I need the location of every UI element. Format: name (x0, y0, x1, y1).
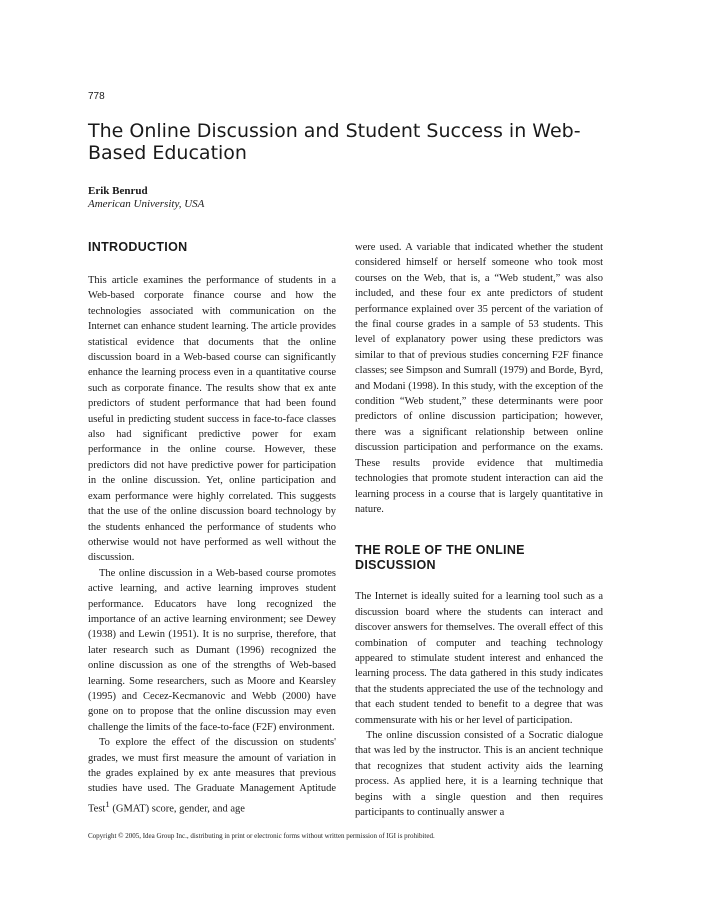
copyright-footer: Copyright © 2005, Idea Group Inc., distributing in print or electronic forms without written permission of IGI is prohibited. (88, 832, 435, 840)
footnote-marker: 1 (105, 798, 110, 809)
author-affiliation: American University, USA (88, 198, 205, 210)
author-name: Erik Benrud (88, 185, 148, 197)
intro-paragraph-3-continued: were used. A variable that indicated whether the student considered himself or herself someone who took most courses on the Web, that is, a “Web student,” was also included, and these four ex ante predictors of student performance explained over 35 percent of the variation of the final course grades in a sample of 53 students. This level of explanatory power using these predictors was similar to that of previous studies concerning F2F finance classes; see Simpson and Sumrall (1979) and Borde, Byrd, and Modani (1998). In this study, with the exception of the condition “Web student,” these determinants were poor predictors of online discussion participation; however, there was a significant relationship between online discussion participation and performance on the exams. These results provide evidence that multimedia technologies that promote student interaction can aid the learning process in a course that is largely quantitative in nature. (355, 242, 603, 515)
intro-paragraph-3-tail: (GMAT) score, gender, and age (112, 803, 245, 815)
intro-paragraph-3-text: To explore the effect of the discussion on students' grades, we must first measure the amount of variation in the grades explained by ex ante measures that previous studies have used. The Graduate Management Aptitude Test (88, 737, 336, 815)
intro-paragraph-3 (88, 735, 336, 817)
left-column (88, 240, 336, 817)
intro-paragraph-2: The online discussion in a Web-based course promotes active learning, and active learning improves student performance. Educators have long recognized the importance of an active learning environment; see Dewey (1938) and Lewin (1951). It is no surprise, therefore, that later research such as Dumant (1996) recognized the online discussion as one of the strengths of Web-based learning. Some researchers, such as Moore and Kearsley (1995) and Cecez-Kecmanovic and Webb (2000) have gone on to propose that the online discussion may even challenge the limits of the face-to-face (F2F) environment. (88, 567, 336, 733)
right-column (355, 240, 603, 820)
role-heading: THE ROLE OF THE ONLINE DISCUSSION (355, 543, 525, 573)
role-paragraph-2: The online discussion consisted of a Socratic dialogue that was led by the instructor. This is an ancient technique that recognizes that student activity aids the learning process. As applied here, it is a learning technique that begins with a single question and then requires participants to continually answer a (355, 729, 603, 818)
page-number: 778 (88, 91, 105, 102)
article-title: The Online Discussion and Student Success in Web-Based Education (88, 120, 581, 164)
introduction-heading: INTRODUCTION (88, 240, 188, 254)
role-paragraph-1: The Internet is ideally suited for a learning tool such as a discussion board where the students can interact and discover answers for themselves. The overall effect of this combination of computer and teaching technology appeared to stimulate student interest and enhanced the learning process. The data gathered in this study indicates that the students appreciated the use of the technology and that each student tended to benefit to a degree that was commensurate with his or her level of participation. (355, 591, 603, 726)
intro-paragraph-1: This article examines the performance of students in a Web-based corporate finance course and how the technologies associated with communication on the Internet can enhance student learning. The article provides statistical evidence that documents that the online discussion board in a Web-based course can significantly enhance the learning process even in a quantitative course such as corporate finance. The results show that ex ante predictors of student performance that had been found useful in predicting student success in face-to-face classes also had significant predictive power for exam performance in the online course. However, these predictors did not have predictive power for participation in the online discussion. Yet, online participation and exam performance were highly correlated. This suggests that the use of the online discussion board technology by the students enhanced the performance of students who otherwise would not have performed as well without the discussion. (88, 275, 336, 564)
